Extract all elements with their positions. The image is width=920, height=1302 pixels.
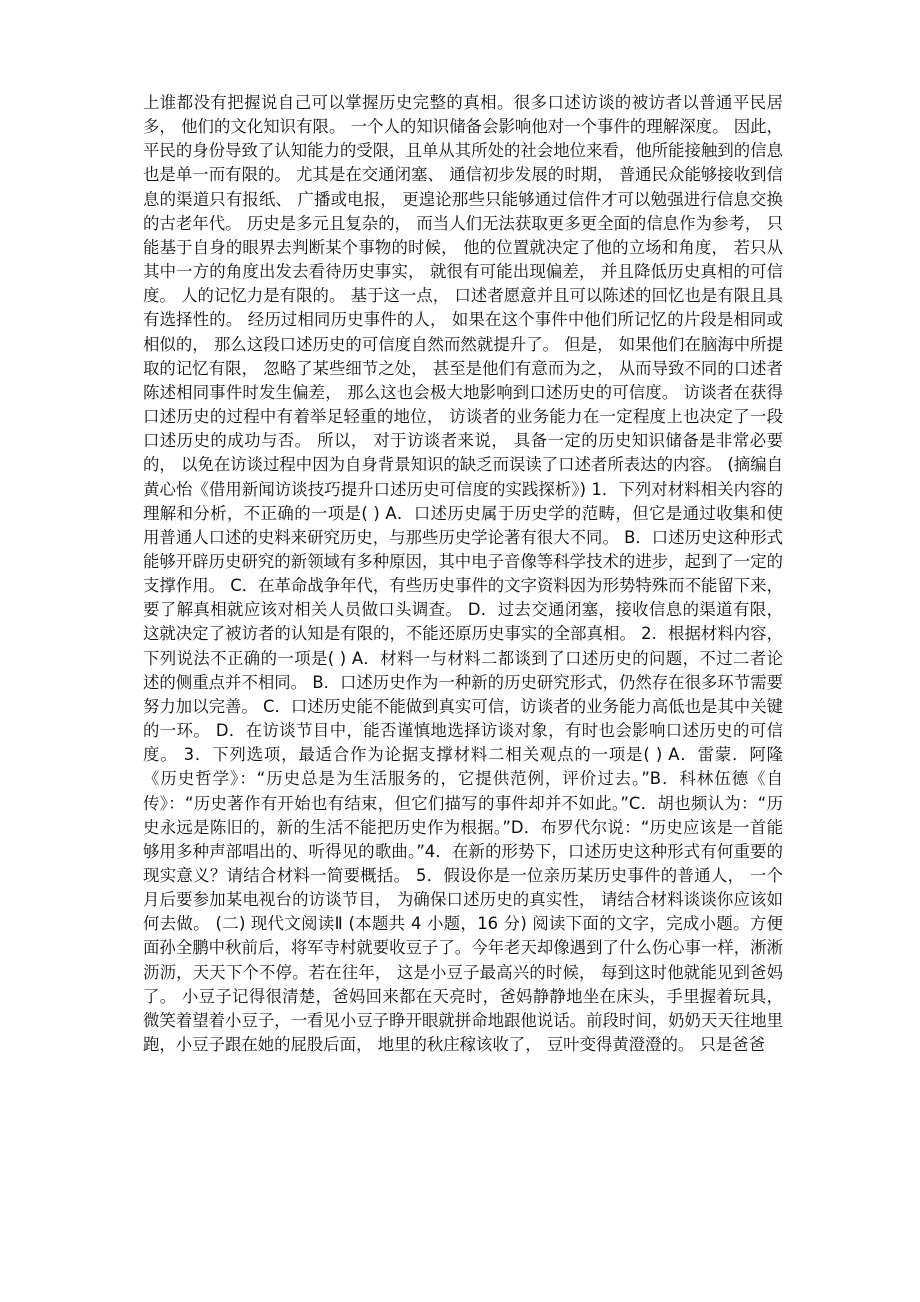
body-paragraph: 上谁都没有把握说自己可以掌握历史完整的真相。很多口述访谈的被访者以普通平民居多， 他们的文化知识有限。 一个人的知识储备会影响他对一个事件的理解深度。 因此， 平民的身份导致了认知能力的受限，且单从其所处的社会地位来看，他所能接触到的信息也是单一而有限的。 尤其是在交通闭塞、 通信初步发展的时期， 普通民众能够接收到信息的渠道只有报纸、 广播或电报， 更遑论那些只能够通过信件才可以勉强进行信息交换的古老年代。 历史是多元且复杂的， 而当人们无法获取更多更全面的信息作为参考， 只能基于自身的眼界去判断某个事物的时候， 他的位置就决定了他的立场和角度， 若只从其中一方的角度出发去看待历史事实， 就很有可能出现偏差， 并且降低历史真相的可信度。 人的记忆力是有限的。 基于这一点， 口述者愿意并且可以陈述的回忆也是有限且具有选择性的。 经历过相同历史事件的人， 如果在这个事件中他们所记忆的片段是相同或相似的， 那么这段口述历史的可信度自然而然就提升了。 但是， 如果他们在脑海中所提取的记忆有限， 忽略了某些细节之处， 甚至是他们有意而为之， 从而导致不同的口述者陈述相同事件时发生偏差， 那么这也会极大地影响到口述历史的可信度。 访谈者在获得口述历史的过程中有着举足轻重的地位， 访谈者的业务能力在一定程度上也决定了一段口述历史的成功与否。 所以， 对于访谈者来说， 具备一定的历史知识储备是非常必要的， 以免在访谈过程中因为自身背景知识的缺乏而误读了口述者所表达的内容。 (摘编自黄心怡《借用新闻访谈技巧提升口述历史可信度的实践探析》) 1．下列对材料相关内容的理解和分析，不正确的一项是( ) A．口述历史属于历史学的范畴，但它是通过收集和使用普通人口述的史料来研究历史，与那些历史学论著有很大不同。 B．口述历史这种形式能够开辟历史研究的新领域有多种原因，其中电子音像等科学技术的进步，起到了一定的支撑作用。 C．在革命战争年代，有些历史事件的文字资料因为形势特殊而不能留下来，要了解真相就应该对相关人员做口头调查。 D．过去交通闭塞，接收信息的渠道有限，这就决定了被访者的认知是有限的，不能还原历史事实的全部真相。 2．根据材料内容，下列说法不正确的一项是( ) A．材料一与材料二都谈到了口述历史的问题，不过二者论述的侧重点并不相同。 B．口述历史作为一种新的历史研究形式，仍然存在很多环节需要努力加以完善。 C．口述历史能不能做到真实可信，访谈者的业务能力高低也是其中关键的一环。 D．在访谈节目中，能否谨慎地选择访谈对象，有时也会影响口述历史的可信度。 3．下列选项，最适合作为论据支撑材料二相关观点的一项是( ) A．雷蒙．阿隆《历史哲学》：“历史总是为生活服务的，它提供范例，评价过去。”B．科林伍德《自传》：“历史著作有开始也有结束，但它们描写的事件却并不如此。”C．胡也频认为：“历史永远是陈旧的，新的生活不能把历史作为根据。”D．布罗代尔说：“历史应该是一首能够用多种声部唱出的、听得见的歌曲。”4．在新的形势下，口述历史这种形式有何重要的现实意义？请结合材料一简要概括。 5．假设你是一位亲历某历史事件的普通人， 一个月后要参加某电视台的访谈节目， 为确保口述历史的真实性， 请结合材料谈谈你应该如何去做。 (二) 现代文阅读Ⅱ (本题共 4 小题，16 分) 阅读下面的文字，完成小题。方便面孙全鹏中秋前后，将军寺村就要收豆子了。今年老天却像遇到了什么伤心事一样，淅淅沥沥，天天下个不停。若在往年， 这是小豆子最高兴的时候， 每到这时他就能见到爸妈了。 小豆子记得很清楚，爸妈回来都在天亮时，爸妈静静地坐在床头，手里握着玩具，微笑着望着小豆子，一看见小豆子睁开眼就拼命地跟他说话。前段时间，奶奶天天往地里跑，小豆子跟在她的屁股后面， 地里的秋庄稼该收了， 豆叶变得黄澄澄的。 只是爸爸 — [143, 93, 783, 1055]
document-page — [143, 91, 783, 1057]
